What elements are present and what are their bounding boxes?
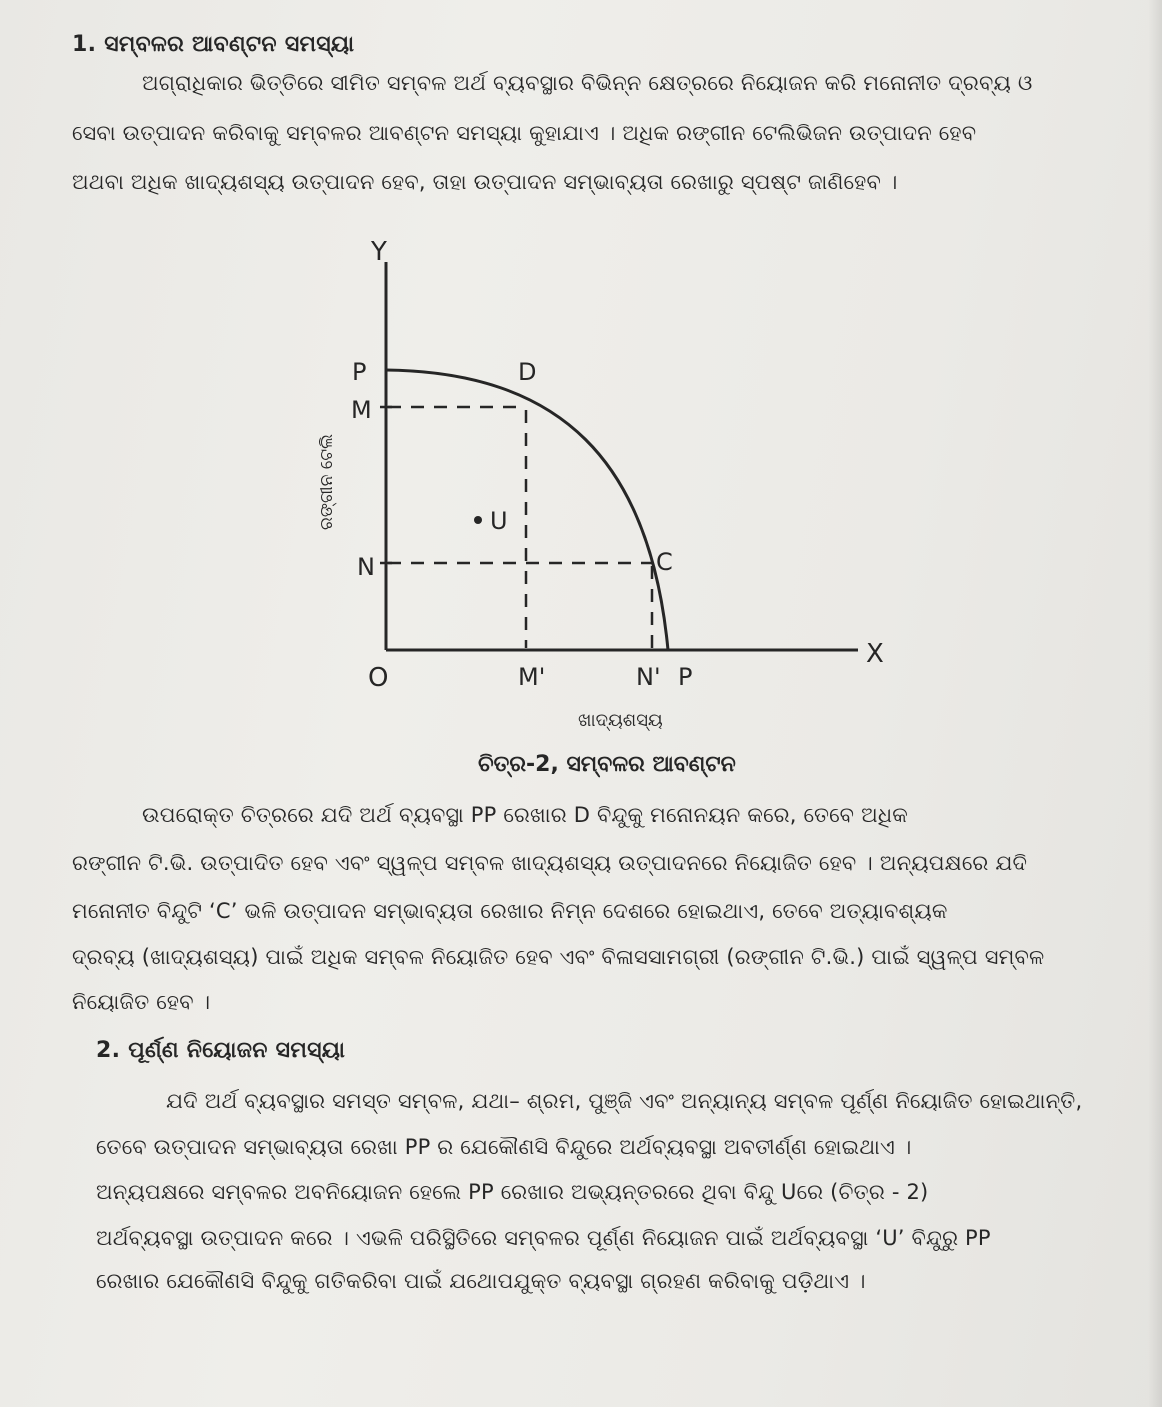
section-2-heading: 2. ପୂର୍ଣ୍ଣ ନିୟୋଜନ ସମସ୍ୟା bbox=[96, 1038, 346, 1063]
x-axis-title: ଖାଦ୍ୟଶସ୍ୟ bbox=[578, 710, 663, 731]
paragraph-line: ରେଖାର ଯେକୌଣସି ବିନ୍ଦୁକୁ ଗତିକରିବା ପାଇଁ ଯଥୋପଯୁକ୍ତ ବ୍ୟବସ୍ଥା ଗ୍ରହଣ କରିବାକୁ ପଡ଼ିଥାଏ । bbox=[96, 1269, 866, 1293]
paragraph-line: ଅଥବା ଅଧିକ ଖାଦ୍ୟଶସ୍ୟ ଉତ୍ପାଦନ ହେବ, ତାହା ଉତ୍ପାଦନ ସମ୍ଭାବ୍ୟତା ରେଖାରୁ ସ୍ପଷ୍ଟ ଜାଣିହେବ । bbox=[72, 170, 898, 194]
axis-y-label: Y bbox=[371, 237, 387, 267]
label-M: M bbox=[351, 396, 372, 424]
origin-label: O bbox=[368, 663, 389, 693]
point-U bbox=[474, 516, 482, 524]
label-C: C bbox=[656, 548, 673, 576]
figure-caption: ଚିତ୍ର-2, ସମ୍ବଳର ଆବଣ୍ଟନ bbox=[478, 752, 736, 777]
paragraph-line: ତେବେ ଉତ୍ପାଦନ ସମ୍ଭାବ୍ୟତା ରେଖା PP ର ଯେକୌଣସି ବିନ୍ଦୁରେ ଅର୍ଥବ୍ୟବସ୍ଥା ଅବତୀର୍ଣ୍ଣ ହୋଇଥାଏ । bbox=[96, 1135, 912, 1159]
paragraph-line: ଅଗ୍ରାଧିକାର ଭିତ୍ତିରେ ସୀମିତ ସମ୍ବଳ ଅର୍ଥ ବ୍ୟବସ୍ଥାର ବିଭିନ୍ନ କ୍ଷେତ୍ରରେ ନିୟୋଜନ କରି ମନୋନୀତ ଦ୍ରବ୍ୟ ଓ bbox=[142, 71, 1033, 95]
label-N-prime: N' bbox=[636, 663, 661, 691]
label-P-top: P bbox=[352, 358, 367, 386]
paragraph-line: ଦ୍ରବ୍ୟ (ଖାଦ୍ୟଶସ୍ୟ) ପାଇଁ ଅଧିକ ସମ୍ବଳ ନିୟୋଜିତ ହେବ ଏବଂ ବିଳାସସାମଗ୍ରୀ (ରଙ୍ଗୀନ ଟି.ଭି.) ପାଇଁ ସ୍ୱଳ୍ପ ସମ୍ବଳ bbox=[72, 945, 1045, 969]
label-N: N bbox=[357, 553, 375, 581]
paragraph-line: ମନୋନୀତ ବିନ୍ଦୁଟି ‘C’ ଭଳି ଉତ୍ପାଦନ ସମ୍ଭାବ୍ୟତା ରେଖାର ନିମ୍ନ ଦେଶରେ ହୋଇଥାଏ, ତେବେ ଅତ୍ୟାବଶ୍ୟକ bbox=[72, 899, 948, 923]
paragraph-line: ଉପରୋକ୍ତ ଚିତ୍ରରେ ଯଦି ଅର୍ଥ ବ୍ୟବସ୍ଥା PP ରେଖାର D ବିନ୍ଦୁକୁ ମନୋନୟନ କରେ, ତେବେ ଅଧିକ bbox=[142, 803, 908, 827]
paragraph-line: ଅନ୍ୟପକ୍ଷରେ ସମ୍ବଳର ଅବନିୟୋଜନ ହେଲେ PP ରେଖାର ଅଭ୍ୟନ୍ତରରେ ଥିବା ବିନ୍ଦୁ Uରେ (ଚିତ୍ର - 2) bbox=[96, 1180, 929, 1204]
label-M-prime: M' bbox=[518, 663, 546, 691]
section-1-heading: 1. ସମ୍ବଳର ଆବଣ୍ଟନ ସମସ୍ୟା bbox=[72, 32, 355, 57]
paragraph-line: ସେବା ଉତ୍ପାଦନ କରିବାକୁ ସମ୍ବଳର ଆବଣ୍ଟନ ସମସ୍ୟା କୁହାଯାଏ । ଅଧିକ ରଙ୍ଗୀନ ଟେଲିଭିଜନ ଉତ୍ପାଦନ ହେବ bbox=[72, 121, 977, 145]
label-D: D bbox=[518, 358, 537, 386]
y-axis-title: ରଙ୍ଗୀନ ଟେଲି bbox=[317, 434, 337, 530]
paragraph-line: ଅର୍ଥବ୍ୟବସ୍ଥା ଉତ୍ପାଦନ କରେ । ଏଭଳି ପରିସ୍ଥିତିରେ ସମ୍ବଳର ପୂର୍ଣ୍ଣ ନିୟୋଜନ ପାଇଁ ଅର୍ଥବ୍ୟବସ୍ଥା ‘U’ ବିନ୍ଦୁରୁ PP bbox=[96, 1226, 991, 1250]
page-edge-shadow bbox=[1148, 0, 1162, 1407]
paragraph-line: ଯଦି ଅର୍ଥ ବ୍ୟବସ୍ଥାର ସମସ୍ତ ସମ୍ବଳ, ଯଥା– ଶ୍ରମ, ପୁଞ୍ଜି ଏବଂ ଅନ୍ୟାନ୍ୟ ସମ୍ବଳ ପୂର୍ଣ୍ଣ ନିୟୋଜିତ ହୋଇଥାନ୍ତି, bbox=[166, 1089, 1083, 1113]
paragraph-line: ନିୟୋଜିତ ହେବ । bbox=[72, 990, 211, 1014]
paragraph-line: ରଙ୍ଗୀନ ଟି.ଭି. ଉତ୍ପାଦିତ ହେବ ଏବଂ ସ୍ୱଳ୍ପ ସମ୍ବଳ ଖାଦ୍ୟଶସ୍ୟ ଉତ୍ପାଦନରେ ନିୟୋଜିତ ହେବ । ଅନ୍ୟପକ୍ଷରେ ଯଦି bbox=[72, 851, 1028, 875]
label-U: U bbox=[490, 507, 508, 535]
label-P-right: P bbox=[678, 663, 693, 691]
axis-x-label: X bbox=[866, 639, 884, 669]
